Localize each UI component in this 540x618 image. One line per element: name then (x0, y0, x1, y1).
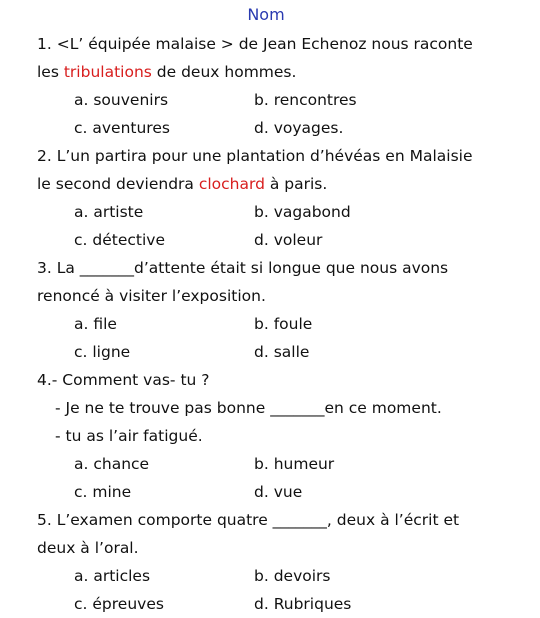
answer-option: b. vagabond (254, 203, 351, 221)
highlighted-word: tribulations (63, 63, 152, 81)
answer-option: b. devoirs (254, 567, 331, 585)
answer-option: c. ligne (74, 343, 131, 361)
answer-option: a. chance (74, 455, 150, 473)
answer-option: d. Rubriques (254, 595, 352, 613)
answer-option: d. salle (254, 343, 310, 361)
answer-option: a. articles (74, 567, 151, 585)
answer-option: c. épreuves (74, 595, 164, 613)
question-3-text-line-2: renoncé à visiter l’exposition. (37, 287, 266, 305)
highlighted-word: clochard (198, 175, 265, 193)
answer-option: a. artiste (74, 203, 144, 221)
answer-option: b. foule (254, 315, 313, 333)
question-1-text-line-2: les tribulations de deux hommes. (37, 63, 297, 81)
answer-option: b. humeur (254, 455, 335, 473)
question-4-text-line-1: 4.- Comment vas- tu ? (37, 371, 210, 389)
answer-option: a. file (74, 315, 117, 333)
answer-option: c. détective (74, 231, 165, 249)
answer-option: c. mine (74, 483, 132, 501)
answer-option: a. souvenirs (74, 91, 169, 109)
answer-option: d. vue (254, 483, 303, 501)
question-5-text-line-1: 5. L’examen comporte quatre _______, deux à l’écrit et (37, 511, 460, 529)
question-1-text-line-1: 1. <L’ équipée malaise > de Jean Echenoz nous raconte (37, 35, 473, 53)
question-4-text-line-2: - Je ne te trouve pas bonne _______en ce moment. (55, 399, 442, 417)
question-2-text-line-1: 2. L’un partira pour une plantation d’hévéas en Malaisie (37, 147, 473, 165)
page-title: Nom (247, 5, 285, 24)
question-3-text-line-1: 3. La _______d’attente était si longue que nous avons (37, 259, 449, 277)
answer-option: c. aventures (74, 119, 170, 137)
question-2-text-line-2: le second deviendra clochard à paris. (37, 175, 328, 193)
question-4-text-line-3: - tu as l’air fatigué. (55, 427, 203, 445)
answer-option: d. voleur (254, 231, 323, 249)
answer-option: d. voyages. (254, 119, 344, 137)
answer-option: b. rencontres (254, 91, 357, 109)
question-5-text-line-2: deux à l’oral. (37, 539, 139, 557)
